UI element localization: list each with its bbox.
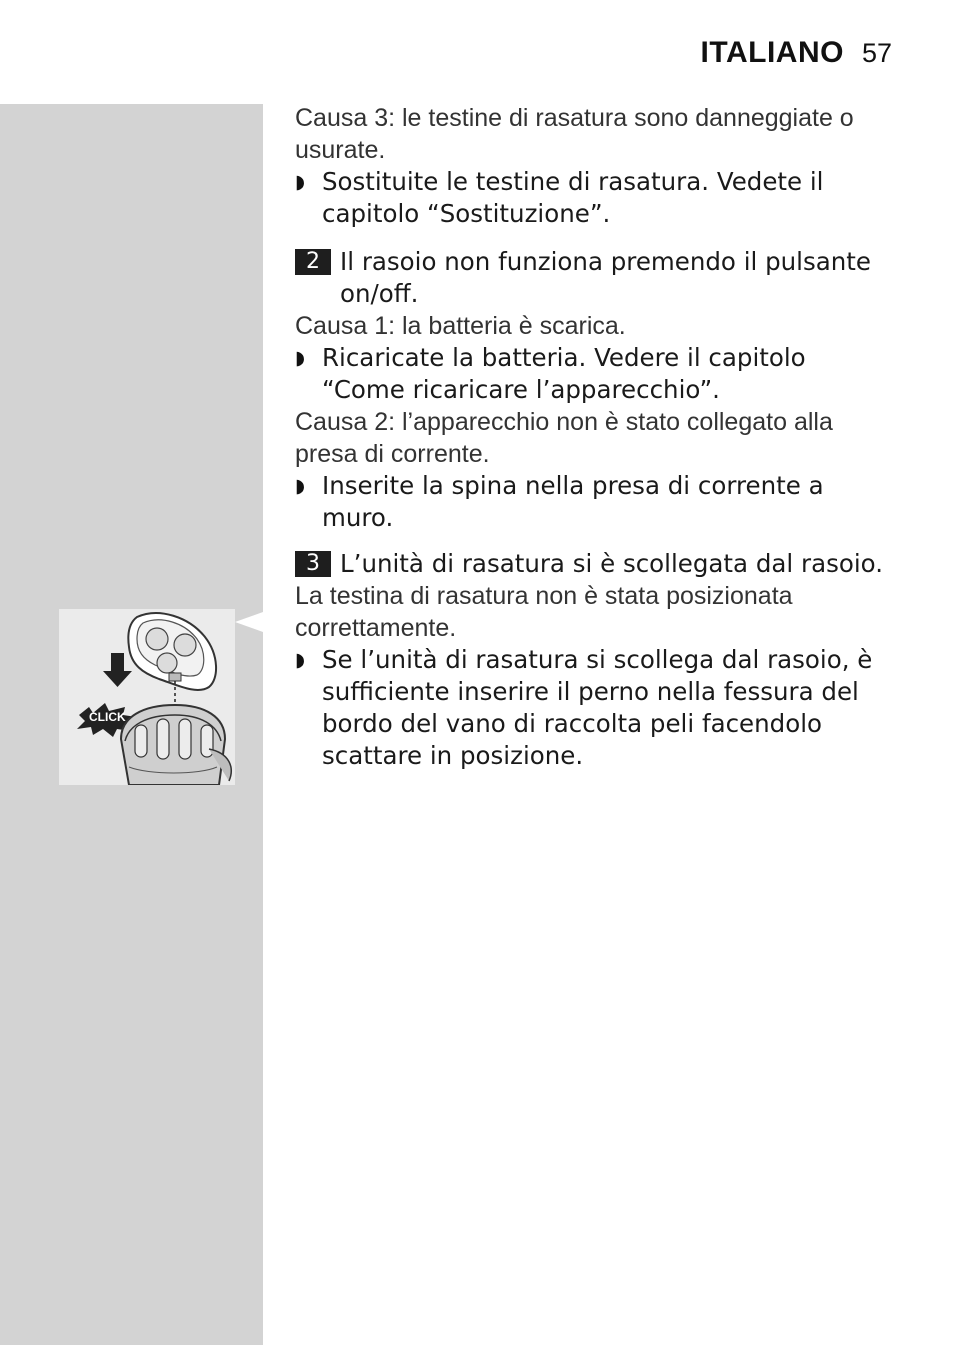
bullet-text: Sostituite le testine di rasatura. Vedete il capitolo “Sostituzione”. [322, 167, 824, 228]
step-number-badge: 2 [295, 249, 331, 275]
bullet-marker-icon: ◗ [295, 649, 306, 671]
bullet-reattach [295, 644, 895, 772]
figure-pointer [235, 612, 263, 632]
bullet-marker-icon: ◗ [295, 475, 306, 497]
step-number-badge: 3 [295, 551, 331, 577]
bullet-replace-heads [295, 166, 895, 230]
bullet-text: Inserite la spina nella presa di corrente a muro. [322, 471, 824, 532]
bullet-marker-icon: ◗ [295, 171, 306, 193]
cause-2-text: Causa 2: l’apparecchio non è stato collegato alla presa di corrente. [295, 408, 833, 468]
bullet-marker-icon: ◗ [295, 347, 306, 369]
bullet-text: Se l’unità di rasatura si scollega dal rasoio, è sufficiente inserire il perno nella fessura del bordo del vano di raccolta peli facendolo scattare in posizione. [322, 645, 873, 770]
shaving-unit-drawing [59, 609, 235, 785]
bullet-recharge [295, 342, 895, 406]
main-content [295, 102, 895, 772]
page-header [701, 36, 892, 70]
cause-3-text: Causa 3: le testine di rasatura sono danneggiate o usurate. [295, 104, 854, 164]
shaving-unit-icon [128, 613, 216, 690]
shaver-body-icon [121, 705, 231, 785]
shaver-illustration [59, 609, 235, 785]
cause-1-text: Causa 1: la batteria è scarica. [295, 312, 626, 340]
down-arrow-icon [103, 653, 132, 687]
step-2 [295, 246, 895, 310]
step-2-title: Il rasoio non funziona premendo il pulsante on/off. [340, 247, 871, 308]
language-title: ITALIANO [700, 36, 844, 69]
page-number: 57 [861, 38, 892, 68]
bullet-plug-in [295, 470, 895, 534]
step-3-cause-text: La testina di rasatura non è stata posizionata correttamente. [295, 582, 793, 642]
step-3-title: L’unità di rasatura si è scollegata dal rasoio. [340, 549, 883, 578]
bullet-text: Ricaricate la batteria. Vedere il capitolo “Come ricaricare l’apparecchio”. [322, 343, 806, 404]
click-label: CLICK [89, 710, 126, 724]
step-3 [295, 548, 895, 580]
